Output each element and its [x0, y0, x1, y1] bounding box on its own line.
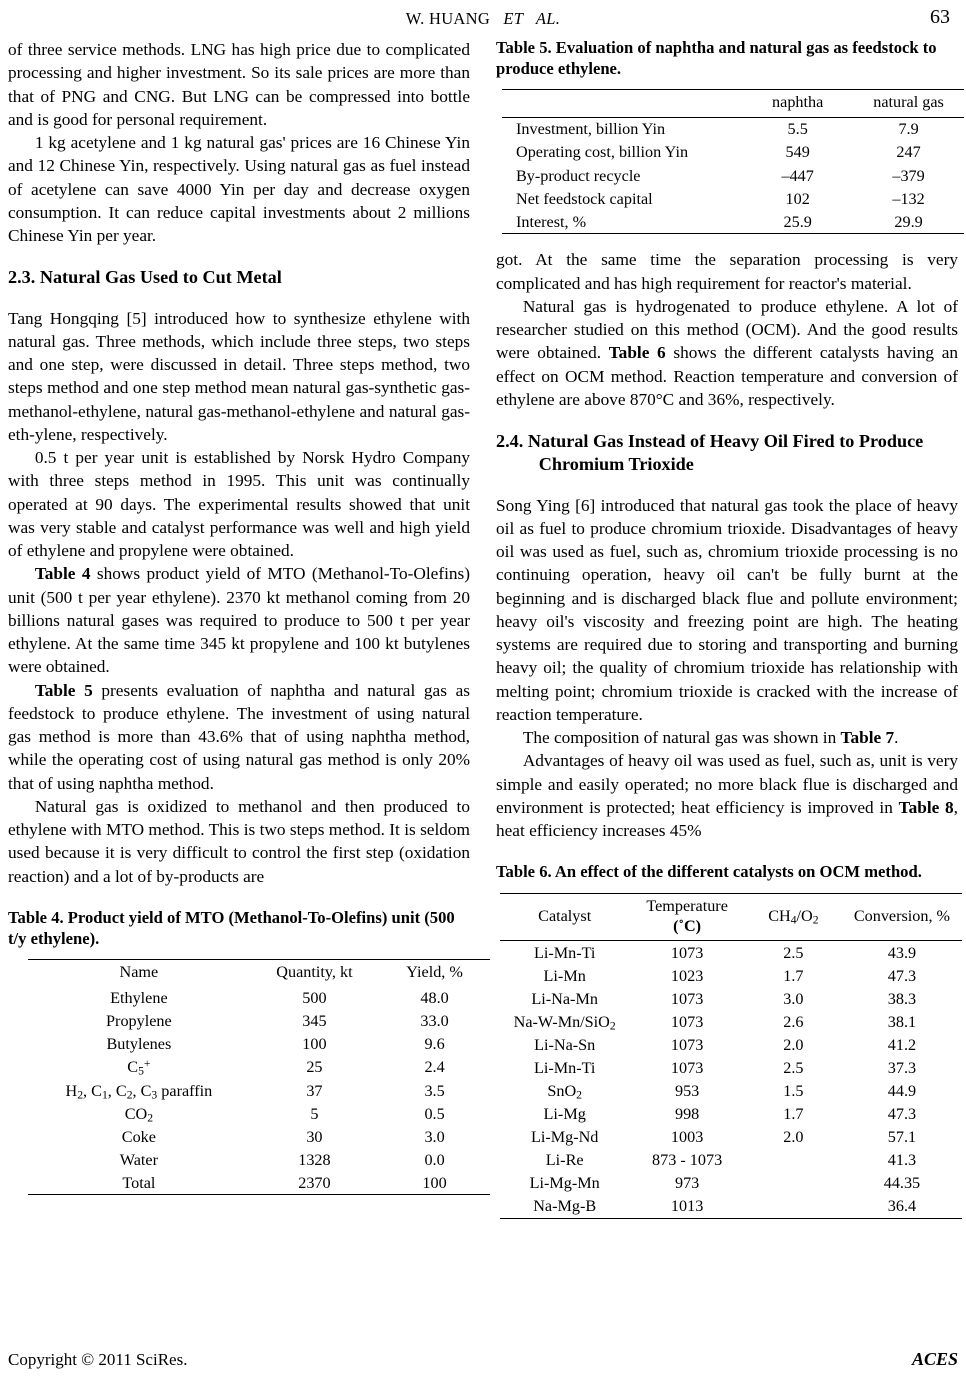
table-header-row	[500, 894, 962, 941]
table-4-col-quantity: Quantity, kt	[250, 960, 379, 987]
running-head	[8, 0, 958, 34]
table-5-cell-naphtha: 549	[785, 143, 810, 162]
table-4-cell-name: $CO_2$	[124, 1104, 154, 1125]
copyright-notice: Copyright © 2011 SciRes.	[8, 1350, 188, 1369]
table-4-cell-name: Coke	[121, 1127, 156, 1146]
table-6-temperature-line2: (˚C)	[673, 916, 702, 935]
table-4-col-yield: Yield, %	[379, 960, 490, 987]
table-5-col-blank	[502, 90, 742, 117]
table-6-cell-ratio: 2.0	[783, 1035, 804, 1054]
table-4-cell-quantity: 2370	[250, 1171, 379, 1195]
table-6-cell-catalyst: Li-Re	[545, 1151, 584, 1170]
paragraph-text: Natural gas is hydrogenated to produce ethylene. A lot of researcher studied on this method (OCM). And the good results were obtained.	[496, 296, 958, 363]
table-4-cell-yield: 3.5	[424, 1081, 445, 1100]
paragraph-text: .	[894, 728, 899, 748]
table-6-cell-conversion: 38.1	[887, 1012, 917, 1031]
table-6-cell-ratio: 2.6	[783, 1012, 804, 1031]
table-row	[500, 1149, 962, 1172]
page-footer	[8, 1349, 958, 1370]
table-6-col-ratio	[745, 894, 842, 941]
table-header-row	[28, 960, 490, 987]
table-6-cell-catalyst: Li-Mn-Ti	[533, 1058, 596, 1077]
table-6-cell-conversion: 43.9	[842, 941, 962, 965]
table-6-ratio-label: $CH_4/O_2$	[768, 906, 819, 927]
paragraph: got. At the same time the separation processing is very complicated and has high requirement for reactor's material.	[496, 250, 958, 293]
table-6-cell-ratio	[745, 1172, 842, 1195]
table-4-cell-yield: 0.5	[424, 1104, 445, 1123]
table-reference-bold: Table 7	[840, 728, 895, 748]
paragraph: Tang Hongqing [5] introduced how to synthesize ethylene with natural gas. Three methods, which include three steps, two steps and one step, were discussed in detail. Three steps method, two steps method and one step method mean natural gas-synthetic gas-methanol-ethylene, natural gas-methanol-ethylene and natural gas-eth-ylene, respectively.	[8, 308, 470, 444]
two-column-body	[8, 34, 958, 1219]
table-6-cell-ratio: 2.5	[783, 1058, 804, 1077]
paragraph: Natural gas is oxidized to methanol and then produced to ethylene with MTO method. This is two steps method. It is seldom used because it is very difficult to control the first step (oxidation reaction) and a lot of by-products are	[8, 796, 470, 886]
paragraph-table8-reference	[496, 749, 958, 842]
table-row	[502, 187, 964, 210]
table-row	[500, 1103, 962, 1126]
paragraph: 1 kg acetylene and 1 kg natural gas' prices are 16 Chinese Yin and 12 Chinese Yin, respectively. Using natural gas as fuel instead of acetylene can save 4000 Yin per day and decrease oxygen consumption. It can reduce capital investments about 2 millions Chinese Yin per year.	[8, 133, 470, 245]
table-5-head	[502, 90, 964, 117]
table-6-cell-ratio: 2.5	[745, 941, 842, 965]
table-5-cell-natural-gas: 247	[896, 143, 921, 162]
paragraph-text: presents evaluation of naphtha and natural gas as feedstock to produce ethylene. The investment of using natural gas method is more than 43.6% that of using naphtha method, while the operating cost of using natural gas method is only 20% that of using naphtha method.	[8, 680, 470, 793]
table-4-body	[28, 987, 490, 1195]
table-6-temperature-line1: Temperature	[646, 897, 728, 916]
table-4-cell-quantity: 25	[306, 1058, 323, 1077]
table-row	[28, 1171, 490, 1195]
table-reference-bold: Table 6	[608, 343, 666, 363]
table-4-block	[8, 908, 470, 1196]
table-6-cell-temperature: 1073	[670, 1012, 704, 1031]
table-6	[500, 893, 962, 1219]
table-6-cell-conversion: 37.3	[887, 1058, 917, 1077]
table-4-cell-yield: 3.0	[424, 1127, 445, 1146]
table-6-cell-catalyst: Li-Mn	[543, 966, 586, 985]
table-6-cell-ratio: 3.0	[783, 989, 804, 1008]
table-row	[502, 210, 964, 234]
paragraph-table7-reference	[496, 726, 958, 749]
table-4-cell-yield: 0.0	[424, 1150, 445, 1169]
table-5-body	[502, 117, 964, 233]
table-6-cell-catalyst: Li-Mg	[543, 1105, 586, 1124]
table-4-col-name: Name	[28, 960, 250, 987]
table-row	[28, 1102, 490, 1125]
table-6-cell-conversion: 44.9	[887, 1081, 917, 1100]
table-reference-bold: Table 8	[898, 797, 954, 817]
section-heading-2-3: 2.3. Natural Gas Used to Cut Metal	[8, 267, 282, 288]
table-4-cell-name: Total	[28, 1171, 250, 1195]
table-6-cell-conversion: 36.4	[842, 1195, 962, 1219]
table-6-cell-temperature: 1073	[629, 941, 745, 965]
table-6-cell-temperature: 1073	[670, 989, 704, 1008]
table-row	[28, 1056, 490, 1079]
table-4-cell-yield: 33.0	[420, 1012, 449, 1031]
table-4-cell-quantity: 100	[302, 1035, 327, 1054]
table-5-cell-naphtha: 25.9	[742, 210, 853, 234]
paragraph: Song Ying [6] introduced that natural gas took the place of heavy oil as fuel to produce chromium trioxide. Disadvantages of heavy oil was used as fuel, such as, chromium trioxide processing is no continuing operation, heavy oil can't be fully burnt at the beginning and is discharged black flue and pollute environment; heavy oil's viscosity and freezing point are high. The heating systems are required due to storing and transporting and burning heavy oil; the quality of chromium trioxide has relationship with melting point; chromium trioxide is cracked with the increase of reaction temperature.	[496, 495, 958, 724]
journal-abbreviation: ACES	[911, 1349, 958, 1369]
table-4-cell-name: Propylene	[106, 1012, 172, 1031]
table-6-cell-temperature: 973	[674, 1174, 700, 1193]
section-heading-2-4: 2.4. Natural Gas Instead of Heavy Oil Fired to Produce Chromium Trioxide	[496, 431, 924, 475]
table-6-cell-ratio: 1.7	[783, 966, 804, 985]
table-5-cell-label: Net feedstock capital	[516, 189, 653, 208]
table-4-cell-name: $H_2$, $C_1$, $C_2$, $C_3$ paraffin	[65, 1081, 213, 1102]
table-5-cell-natural-gas: –132	[892, 189, 925, 208]
table-5-cell-naphtha: –447	[781, 166, 814, 185]
table-6-cell-conversion: 47.3	[887, 966, 917, 985]
table-4-cell-quantity: 345	[302, 1012, 327, 1031]
page-number: 63	[930, 6, 950, 28]
table-6-block	[496, 862, 958, 1219]
table-6-cell-temperature: 873 - 1073	[652, 1151, 723, 1170]
paragraph: 0.5 t per year unit is established by Norsk Hydro Company with three steps method in 1995. This unit was continually operated at 90 days. The experimental results showed that unit was very stable and catalyst performance was well and high yield of ethylene and propylene were obtained.	[8, 448, 470, 561]
paragraph-table6-reference	[496, 295, 958, 411]
table-row	[500, 987, 962, 1010]
table-6-cell-temperature: 1023	[670, 966, 704, 985]
paragraph: of three service methods. LNG has high price due to complicated processing and higher investment. So its sale prices are more than that of PNG and CNG. But LNG can be compressed into bottle and is good for personal requirement.	[8, 40, 470, 129]
table-5-cell-natural-gas: –379	[892, 166, 925, 185]
paragraph-table4-reference	[8, 562, 470, 678]
table-5-cell-label: Interest, %	[502, 210, 742, 234]
table-4-cell-yield: 48.0	[420, 989, 449, 1008]
table-6-cell-temperature: 998	[674, 1105, 700, 1124]
right-column	[496, 38, 958, 1219]
table-4-cell-quantity: 1328	[298, 1150, 331, 1169]
running-head-etal: ET AL.	[503, 9, 561, 28]
table-6-cell-catalyst: Na-W-Mn/SiO$_2$	[513, 1012, 616, 1033]
table-6-body	[500, 941, 962, 1219]
table-4-head	[28, 960, 490, 987]
table-6-cell-catalyst: Li-Mg-Mn	[529, 1174, 600, 1193]
table-row	[502, 141, 964, 164]
paragraph-text: shows product yield of MTO (Methanol-To-Olefins) unit (500 t per year ethylene). 2370 kt methanol coming from 20 billions natural gases was required to produce to 500 t per year ethylene. At the same time 345 kt propylene and 100 kt butylenes were obtained.	[8, 564, 471, 677]
table-5-cell-label: Investment, billion Yin	[502, 117, 742, 141]
table-4-cell-name: Ethylene	[110, 989, 168, 1008]
table-5-cell-natural-gas: 7.9	[853, 117, 964, 141]
table-row	[500, 964, 962, 987]
table-6-caption: Table 6. An effect of the different catalysts on OCM method.	[496, 862, 922, 882]
table-5-cell-label: Operating cost, billion Yin	[516, 143, 689, 162]
table-6-cell-catalyst: Li-Na-Sn	[534, 1035, 596, 1054]
table-header-row	[502, 90, 964, 117]
paragraph-text: Advantages of heavy oil was used as fuel, such as, unit is very simple and easily operated; no more black flue is discharged and environment is protected; heat efficiency is improved in	[496, 751, 958, 817]
table-5-col-naphtha: naphtha	[742, 90, 853, 117]
table-6-cell-ratio: 1.5	[783, 1081, 804, 1100]
paragraph-text: The composition of natural gas was shown in	[522, 728, 841, 748]
table-6-cell-temperature: 1013	[629, 1195, 745, 1219]
table-row	[500, 1195, 962, 1219]
table-6-cell-catalyst: Li-Mg-Nd	[530, 1128, 599, 1147]
table-4-cell-name: Water	[119, 1150, 158, 1169]
table-row	[500, 1079, 962, 1102]
table-row	[28, 1033, 490, 1056]
table-4-cell-yield: 2.4	[424, 1058, 445, 1077]
table-5-cell-label: By-product recycle	[516, 166, 641, 185]
running-head-authors: W. HUANG	[405, 9, 491, 28]
table-6-cell-catalyst: SnO$_2$	[547, 1081, 582, 1102]
paragraph-text: , heat efficiency increases 45%	[496, 797, 958, 841]
table-4-caption: Table 4. Product yield of MTO (Methanol-To-Olefins) unit (500 t/y ethylene).	[8, 907, 455, 948]
table-6-cell-temperature: 1073	[670, 1035, 704, 1054]
table-6-cell-ratio: 2.0	[783, 1128, 804, 1147]
table-6-cell-catalyst: Na-Mg-B	[500, 1195, 629, 1219]
table-6-cell-conversion: 57.1	[887, 1128, 917, 1147]
table-4-cell-yield: 9.6	[424, 1035, 445, 1054]
table-row	[500, 1126, 962, 1149]
table-6-cell-ratio	[745, 1149, 842, 1172]
table-5-caption: Table 5. Evaluation of naphtha and natural gas as feedstock to produce ethylene.	[496, 38, 937, 78]
table-6-cell-catalyst: Li-Na-Mn	[531, 989, 598, 1008]
table-6-cell-conversion: 41.3	[887, 1151, 917, 1170]
table-6-cell-temperature: 1003	[670, 1128, 704, 1147]
table-6-col-temperature	[629, 894, 745, 941]
table-row	[28, 1010, 490, 1033]
table-4-cell-quantity: 37	[306, 1081, 323, 1100]
table-6-cell-conversion: 38.3	[887, 989, 917, 1008]
table-6-cell-ratio	[745, 1195, 842, 1219]
table-row	[500, 1033, 962, 1056]
table-5-cell-natural-gas: 29.9	[853, 210, 964, 234]
table-row	[500, 1056, 962, 1079]
table-reference-bold: Table 5	[34, 680, 93, 700]
table-4	[28, 959, 490, 1195]
table-row	[28, 987, 490, 1010]
table-5	[502, 89, 964, 234]
table-6-cell-temperature: 953	[674, 1081, 700, 1100]
table-5-col-natural-gas: natural gas	[853, 90, 964, 117]
table-row	[28, 1148, 490, 1171]
table-4-cell-quantity: 5	[310, 1104, 319, 1123]
running-head-title	[8, 9, 958, 29]
table-row	[28, 1079, 490, 1102]
table-row	[500, 1172, 962, 1195]
table-6-head	[500, 894, 962, 941]
paragraph-text: shows the different catalysts having an effect on OCM method. Reaction temperature and conversion of ethylene are above 870°C and 36%, respectively.	[496, 343, 959, 409]
table-reference-bold: Table 4	[34, 564, 91, 584]
table-6-cell-ratio: 1.7	[783, 1105, 804, 1124]
table-4-cell-name: $C_5^+$	[127, 1057, 151, 1078]
table-6-cell-temperature: 1073	[670, 1058, 704, 1077]
table-5-cell-naphtha: 102	[785, 189, 810, 208]
table-6-cell-conversion: 41.2	[887, 1035, 917, 1054]
table-4-cell-quantity: 500	[302, 989, 327, 1008]
table-6-col-catalyst: Catalyst	[500, 894, 629, 941]
table-4-cell-yield: 100	[379, 1171, 490, 1195]
table-4-cell-name: Butylenes	[106, 1035, 172, 1054]
left-column	[8, 38, 470, 1219]
table-row	[500, 1010, 962, 1033]
table-row	[502, 117, 964, 141]
table-5-cell-naphtha: 5.5	[742, 117, 853, 141]
table-6-cell-conversion: 44.35	[883, 1174, 921, 1193]
table-4-cell-quantity: 30	[306, 1127, 323, 1146]
paragraph-table5-reference	[8, 679, 470, 795]
table-6-col-conversion: Conversion, %	[842, 894, 962, 941]
table-5-block	[496, 38, 958, 234]
table-row	[28, 1125, 490, 1148]
table-6-cell-catalyst: Li-Mn-Ti	[500, 941, 629, 965]
table-6-cell-conversion: 47.3	[887, 1105, 917, 1124]
table-row	[500, 941, 962, 965]
table-row	[502, 164, 964, 187]
